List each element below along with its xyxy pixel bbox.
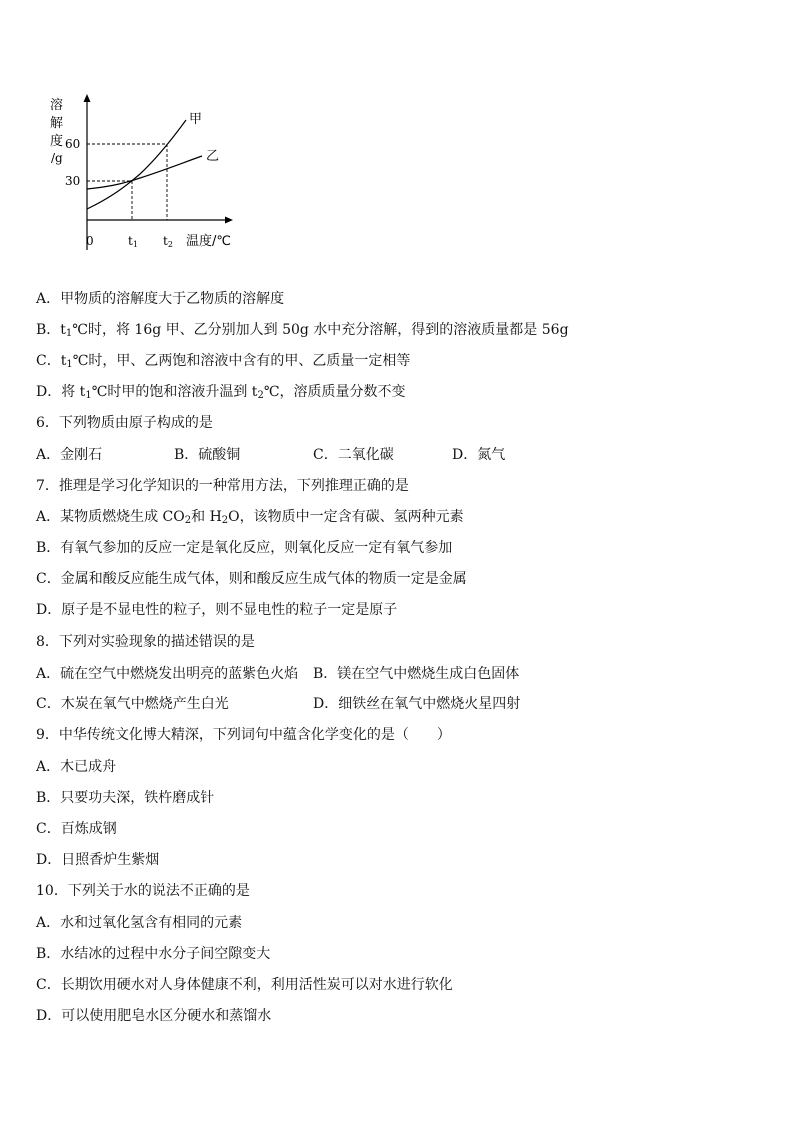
q8-option-a: A．硫在空气中燃烧发出明亮的蓝紫色火焰 — [36, 666, 299, 682]
q9-option-a: A．木已成舟 — [36, 759, 117, 775]
q5-option-c: C．$t_1℃$时，甲、乙两饱和溶液中含有的甲、乙质量一定相等 — [36, 353, 411, 370]
y-label-1: 溶 — [50, 98, 64, 113]
q7-option-c: C．金属和酸反应能生成气体，则和酸反应生成气体的物质一定是金属 — [36, 571, 467, 587]
curve-yi — [87, 156, 202, 189]
q10-option-b: B．水结冰的过程中水分子间空隙变大 — [36, 946, 271, 962]
y-axis-arrow — [84, 94, 91, 102]
q5-option-a: A．甲物质的溶解度大于乙物质的溶解度 — [36, 291, 285, 307]
q8-stem: 8．下列对实验现象的描述错误的是 — [36, 634, 255, 650]
y-tick-60: 60 — [65, 137, 81, 151]
y-label-4: /g — [51, 151, 63, 165]
q8-option-c: C．木炭在氧气中燃烧产生白光 — [36, 696, 229, 712]
q5-option-d: D．将 $t_1℃$时甲的饱和溶液升温到 $t_2℃$，溶质质量分数不变 — [36, 384, 406, 401]
origin-label: 0 — [86, 234, 94, 248]
y-tick-30: 30 — [65, 174, 81, 188]
x-axis-arrow — [225, 217, 233, 224]
q7-stem: 7．推理是学习化学知识的一种常用方法，下列推理正确的是 — [36, 478, 409, 494]
q6-option-b: B．硫酸铜 — [174, 447, 241, 463]
q9-option-d: D．日照香炉生紫烟 — [36, 852, 160, 868]
x-tick-t2: t2 — [163, 234, 173, 249]
y-label-3: 度 — [50, 134, 64, 149]
curve-jia — [87, 120, 186, 209]
q6-option-d: D．氮气 — [452, 447, 506, 463]
q7-option-a: A．某物质燃烧生成 $CO_2$和 $H_2O$，该物质中一定含有碳、氢两种元素 — [36, 509, 464, 526]
q6-option-a: A．金刚石 — [36, 447, 103, 463]
y-label-2: 解 — [50, 116, 64, 131]
x-tick-t1: t1 — [128, 234, 138, 249]
q9-option-b: B．只要功夫深，铁杵磨成针 — [36, 790, 215, 806]
solubility-chart — [40, 90, 250, 260]
q7-option-d: D．原子是不显电性的粒子，则不显电性的粒子一定是原子 — [36, 602, 398, 618]
q10-option-c: C．长期饮用硬水对人身体健康不利，利用活性炭可以对水进行软化 — [36, 977, 453, 993]
q7-option-b: B．有氧气参加的反应一定是氧化反应，则氧化反应一定有氧气参加 — [36, 540, 453, 556]
q9-stem: 9．中华传统文化博大精深，下列词句中蕴含化学变化的是（ ） — [36, 727, 451, 743]
series-label-yi: 乙 — [206, 149, 220, 164]
x-axis-label: 温度/℃ — [186, 234, 231, 249]
q6-option-c: C．二氧化碳 — [313, 447, 394, 463]
series-label-jia: 甲 — [189, 112, 203, 127]
q6-stem: 6．下列物质由原子构成的是 — [36, 415, 213, 431]
q10-stem: 10．下列关于水的说法不正确的是 — [36, 883, 250, 899]
q8-option-b: B．镁在空气中燃烧生成白色固体 — [313, 666, 520, 682]
q9-option-c: C．百炼成钢 — [36, 821, 117, 837]
q10-option-d: D．可以使用肥皂水区分硬水和蒸馏水 — [36, 1008, 272, 1024]
q10-option-a: A．水和过氧化氢含有相同的元素 — [36, 915, 243, 931]
q5-option-b: B．$t_1℃$时，将 16g 甲、乙分别加人到 50g 水中充分溶解，得到的溶液质量都是 56g — [36, 322, 569, 339]
q8-option-d: D．细铁丝在氧气中燃烧火星四射 — [313, 696, 521, 712]
